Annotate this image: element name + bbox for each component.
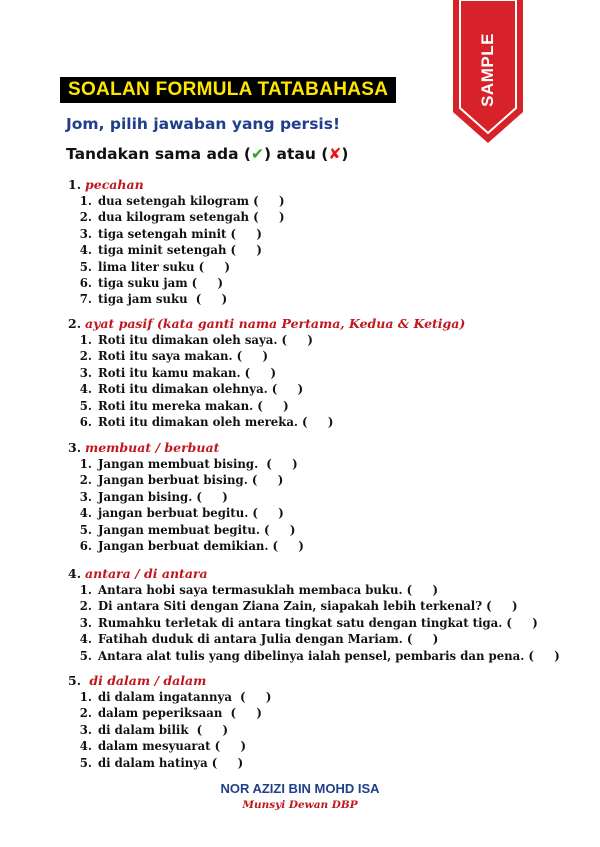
question-item: [68, 381, 465, 397]
question-text[interactable]: Jangan membuat bising. ( ): [98, 457, 298, 471]
section-title: pecahan: [85, 177, 144, 192]
question-number: 4.: [79, 632, 92, 647]
question-text[interactable]: tiga setengah minit ( ): [98, 226, 262, 241]
question-item: [68, 582, 560, 598]
question-list: [68, 456, 304, 554]
question-number: 3.: [79, 722, 92, 737]
instruction-text: Jom, pilih jawaban yang persis!: [66, 115, 341, 133]
section-3: [68, 440, 304, 554]
question-list: [68, 689, 271, 771]
mark-middle: ) atau (: [264, 145, 329, 163]
section-number: 5.: [68, 673, 82, 688]
question-text[interactable]: dalam mesyuarat ( ): [98, 739, 247, 754]
question-item: [68, 722, 271, 738]
question-number: 5.: [79, 648, 92, 663]
question-text[interactable]: Jangan bising. ( ): [98, 489, 228, 504]
question-text[interactable]: Rumahku terletak di antara tingkat satu dengan tingkat tiga. ( ): [98, 615, 538, 630]
question-text[interactable]: Roti itu dimakan olehnya. ( ): [98, 382, 304, 397]
section-title: membuat / berbuat: [85, 440, 220, 455]
question-item: [68, 755, 271, 771]
question-text[interactable]: Jangan berbuat demikian. ( ): [98, 538, 304, 553]
question-number: 4.: [79, 243, 92, 258]
question-item: [68, 489, 304, 505]
question-text[interactable]: Jangan berbuat bising. ( ): [98, 473, 284, 488]
question-item: [68, 598, 560, 614]
question-number: 1.: [79, 583, 92, 597]
section-number: 4.: [68, 566, 82, 581]
question-number: 5.: [79, 398, 92, 413]
question-text[interactable]: di dalam ingatannya ( ): [98, 690, 272, 704]
question-item: [68, 522, 304, 538]
question-number: 5.: [79, 522, 92, 537]
question-text[interactable]: jangan berbuat begitu. ( ): [98, 506, 284, 521]
question-number: 1.: [79, 690, 92, 704]
question-item: [68, 209, 285, 225]
question-list: [68, 582, 560, 664]
question-item: [68, 365, 465, 381]
question-text[interactable]: dua setengah kilogram ( ): [98, 194, 285, 208]
question-text[interactable]: Roti itu dimakan oleh saya. ( ): [98, 333, 313, 347]
question-text[interactable]: Antara hobi saya termasuklah membaca buku. ( ): [98, 583, 439, 597]
question-item: [68, 689, 271, 705]
question-item: [68, 705, 271, 721]
question-item: [68, 456, 304, 472]
question-number: 4.: [79, 382, 92, 397]
question-item: [68, 242, 285, 258]
section-heading: [68, 177, 285, 192]
question-number: 5.: [79, 259, 92, 274]
question-number: 2.: [79, 599, 92, 614]
question-item: [68, 505, 304, 521]
question-text[interactable]: Roti itu kamu makan. ( ): [98, 365, 277, 380]
question-text[interactable]: tiga suku jam ( ): [98, 275, 224, 290]
question-list: [68, 193, 285, 308]
question-number: 2.: [79, 349, 92, 364]
section-heading: [68, 673, 271, 688]
question-number: 1.: [79, 457, 92, 471]
page-title: SOALAN FORMULA TATABAHASA: [60, 77, 396, 103]
question-text[interactable]: Antara alat tulis yang dibelinya ialah pensel, pembaris dan pena. ( ): [98, 648, 560, 663]
section-heading: [68, 440, 304, 455]
question-number: 1.: [79, 194, 92, 208]
question-number: 2.: [79, 473, 92, 488]
section-title: antara / di antara: [85, 566, 208, 581]
sample-label: SAMPLE: [478, 33, 497, 107]
question-number: 2.: [79, 210, 92, 225]
question-item: [68, 226, 285, 242]
question-item: [68, 275, 285, 291]
author-title: Munsyi Dewan DBP: [242, 799, 358, 811]
question-text[interactable]: tiga jam suku ( ): [98, 292, 228, 307]
question-item: [68, 193, 285, 209]
question-text[interactable]: Di antara Siti dengan Ziana Zain, siapakah lebih terkenal? ( ): [98, 599, 518, 614]
question-number: 4.: [79, 506, 92, 521]
section-title: ayat pasif (kata ganti nama Pertama, Kedua & Ketiga): [85, 316, 466, 331]
cross-icon: ✘: [328, 145, 342, 163]
author-name: NOR AZIZI BIN MOHD ISA: [220, 781, 380, 796]
question-text[interactable]: lima liter suku ( ): [98, 259, 230, 274]
question-number: 3.: [79, 226, 92, 241]
mark-suffix: ): [341, 145, 349, 163]
section-1: [68, 177, 285, 308]
question-item: [68, 259, 285, 275]
question-item: [68, 615, 560, 631]
question-item: [68, 398, 465, 414]
question-item: [68, 348, 465, 364]
question-number: 3.: [79, 615, 92, 630]
question-text[interactable]: di dalam bilik ( ): [98, 722, 229, 737]
mark-prefix: Tandakan sama ada (: [66, 145, 252, 163]
section-heading: [68, 566, 560, 581]
question-item: [68, 332, 465, 348]
question-item: [68, 291, 285, 307]
question-item: [68, 631, 560, 647]
section-2: [68, 316, 465, 430]
question-text[interactable]: dua kilogram setengah ( ): [98, 210, 285, 225]
question-text[interactable]: dalam peperiksaan ( ): [98, 706, 262, 721]
section-number: 1.: [68, 177, 82, 192]
question-number: 6.: [79, 538, 92, 553]
section-number: 2.: [68, 316, 82, 331]
question-text[interactable]: Roti itu saya makan. ( ): [98, 349, 269, 364]
question-item: [68, 538, 304, 554]
question-number: 2.: [79, 706, 92, 721]
question-text[interactable]: Roti itu dimakan oleh mereka. ( ): [98, 414, 334, 429]
question-item: [68, 648, 560, 664]
question-text[interactable]: tiga minit setengah ( ): [98, 243, 262, 258]
question-text[interactable]: Jangan membuat begitu. ( ): [98, 522, 296, 537]
section-number: 3.: [68, 440, 82, 455]
mark-instruction: [66, 145, 348, 163]
section-heading: [68, 316, 465, 331]
question-list: [68, 332, 465, 430]
question-item: [68, 738, 271, 754]
question-number: 5.: [79, 755, 92, 770]
question-number: 7.: [79, 292, 92, 307]
question-text[interactable]: Fatihah duduk di antara Julia dengan Mariam. ( ): [98, 632, 439, 647]
question-number: 1.: [79, 333, 92, 347]
section-5: [68, 673, 271, 771]
question-number: 6.: [79, 414, 92, 429]
section-4: [68, 566, 560, 664]
question-text[interactable]: Roti itu mereka makan. ( ): [98, 398, 289, 413]
question-number: 3.: [79, 489, 92, 504]
question-text[interactable]: di dalam hatinya ( ): [98, 755, 244, 770]
question-number: 6.: [79, 275, 92, 290]
check-icon: ✔: [251, 145, 265, 163]
question-item: [68, 472, 304, 488]
question-number: 3.: [79, 365, 92, 380]
section-title: di dalam / dalam: [85, 673, 207, 688]
question-number: 4.: [79, 739, 92, 754]
question-item: [68, 414, 465, 430]
